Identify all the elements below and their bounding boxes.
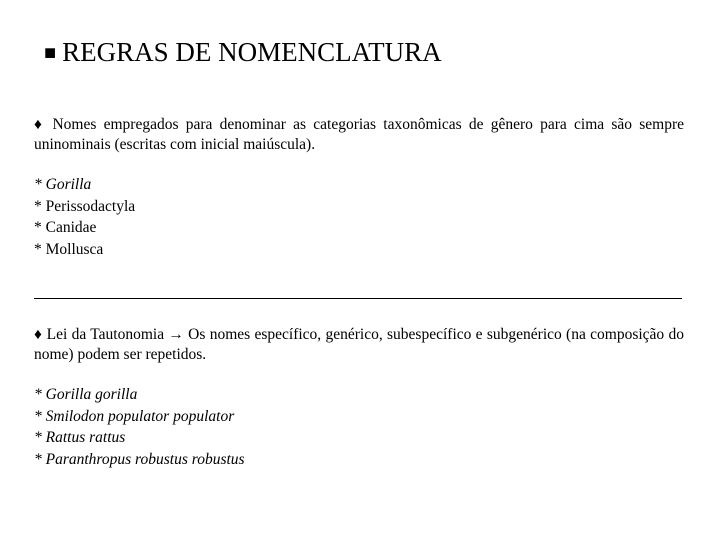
square-bullet-icon: ■ bbox=[44, 42, 57, 64]
rule-1-text: ♦ Nomes empregados para denominar as categorias taxonômicas de gênero para cima são sempre uninominais (escritas com inicial maiúscula). bbox=[34, 116, 684, 153]
example-item: * Perissodactyla bbox=[34, 197, 136, 215]
section-divider bbox=[34, 298, 682, 299]
title-text: REGRAS DE NOMENCLATURA bbox=[62, 37, 442, 67]
rule-2-text: ♦ Lei da Tautonomia → Os nomes específico, genérico, subespecífico e subgenérico (na composição do nome) podem ser repetidos. bbox=[34, 326, 684, 363]
slide-title bbox=[44, 36, 442, 71]
example-item: * Mollusca bbox=[34, 240, 104, 258]
rule-2-examples bbox=[34, 384, 245, 470]
example-item: * Rattus rattus bbox=[34, 429, 126, 446]
example-item: * Canidae bbox=[34, 219, 97, 236]
example-item: * Paranthropus robustus robustus bbox=[34, 450, 245, 468]
example-item: * Smilodon populator populator bbox=[34, 407, 235, 425]
example-item: * Gorilla gorilla bbox=[34, 386, 138, 403]
example-item: * Gorilla bbox=[34, 176, 92, 193]
rule-1-examples bbox=[34, 174, 135, 260]
